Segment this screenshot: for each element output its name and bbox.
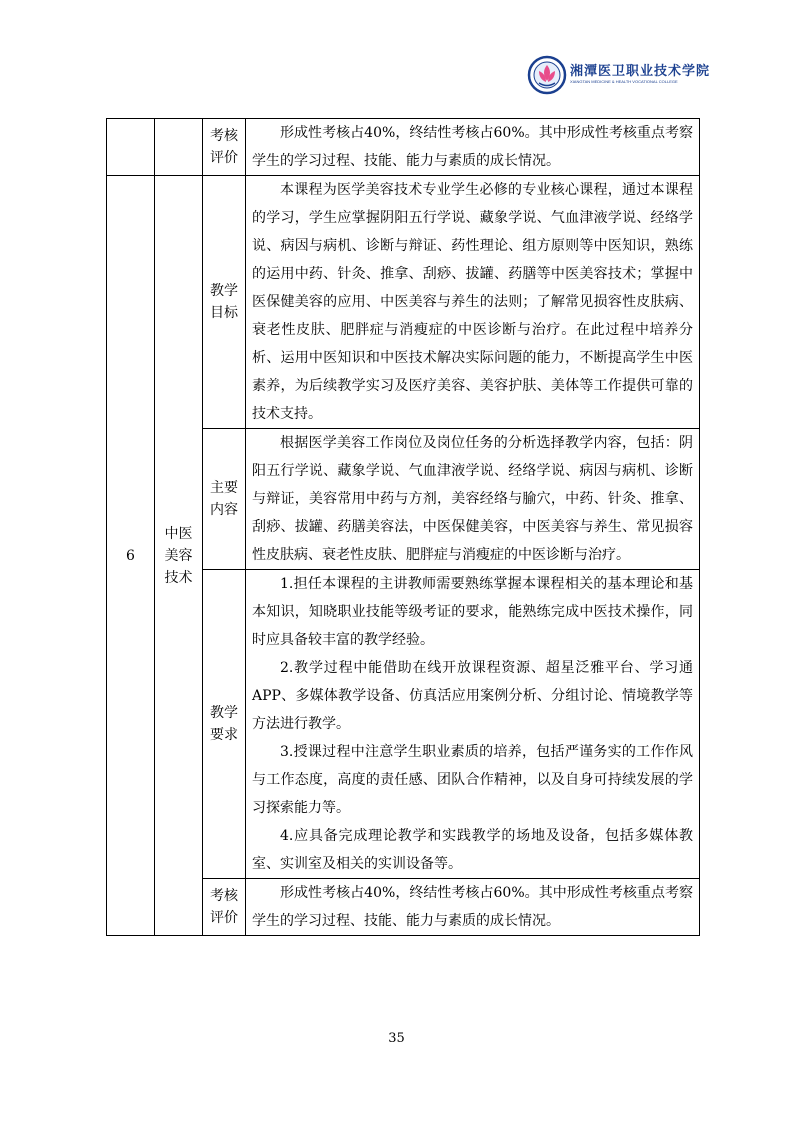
college-emblem-icon	[527, 55, 567, 95]
page-number: 35	[388, 1031, 405, 1046]
label-goal: 教学 目标	[203, 176, 246, 429]
cell-empty-course	[155, 119, 203, 176]
text-assessment: 形成性考核占40%，终结性考核占60%。其中形成性考核重点考察学生的学习过程、技能、能力与素质的成长情况。	[246, 879, 700, 936]
requirement-item: 1.担任本课程的主讲教师需要熟练掌握本课程相关的基本理论和基本知识，知晓职业技能等级考证的要求，能熟练完成中医技术操作，同时应具备较丰富的教学经验。	[252, 576, 693, 648]
cell-empty-number	[107, 119, 155, 176]
label-assessment: 考核 评价	[203, 879, 246, 936]
label-requirements: 教学 要求	[203, 570, 246, 879]
label-content: 主要 内容	[203, 429, 246, 570]
text-requirements	[246, 570, 700, 879]
course-table	[106, 118, 700, 936]
table-row-prev-assessment	[107, 119, 700, 176]
course-number: 6	[107, 176, 155, 936]
text-goal: 本课程为医学美容技术专业学生必修的专业核心课程，通过本课程的学习，学生应掌握阴阳五行学说、藏象学说、气血津液学说、经络学说、病因与病机、诊断与辩证、药性理论、组方原则等中医知识，熟练的运用中药、针灸、推拿、刮痧、拔罐、药膳等中医美容技术；掌握中医保健美容的应用、中医美容与养生的法则；了解常见损容性皮肤病、衰老性皮肤、肥胖症与消瘦症的中医诊断与治疗。在此过程中培养分析、运用中医知识和中医技术解决实际问题的能力，不断提高学生中医素养，为后续教学实习及医疗美容、美容护肤、美体等工作提供可靠的技术支持。	[246, 176, 700, 429]
college-name: 湘潭医卫职业技术学院	[570, 64, 711, 79]
text-content: 根据医学美容工作岗位及岗位任务的分析选择教学内容，包括：阴阳五行学说、藏象学说、气血津液学说、经络学说、病因与病机、诊断与辩证，美容常用中药与方剂，美容经络与腧穴，中药、针灸、推拿、刮痧、拔罐、药膳美容法，中医保健美容，中医美容与养生、常见损容性皮肤病、衰老性皮肤、肥胖症与消瘦症的中医诊断与治疗。	[246, 429, 700, 570]
table-row-goal	[107, 176, 700, 429]
label-prev-assessment: 考核 评价	[203, 119, 246, 176]
requirement-item: 3.授课过程中注意学生职业素质的培养，包括严谨务实的工作作风与工作态度，高度的责任感、团队合作精神，以及自身可持续发展的学习探索能力等。	[252, 744, 693, 816]
college-english-name: XIANGTAN MEDICINE & HEALTH VOCATIONAL COLLEGE	[570, 79, 678, 84]
requirement-item: 2.教学过程中能借助在线开放课程资源、超星泛雅平台、学习通APP、多媒体教学设备、仿真活应用案例分析、分组讨论、情境教学等方法进行教学。	[252, 660, 693, 732]
text-prev-assessment: 形成性考核占40%，终结性考核占60%。其中形成性考核重点考察学生的学习过程、技能、能力与素质的成长情况。	[246, 119, 700, 176]
requirement-item: 4.应具备完成理论教学和实践教学的场地及设备，包括多媒体教室、实训室及相关的实训设备等。	[252, 828, 693, 872]
course-name: 中医 美容 技术	[155, 176, 203, 936]
